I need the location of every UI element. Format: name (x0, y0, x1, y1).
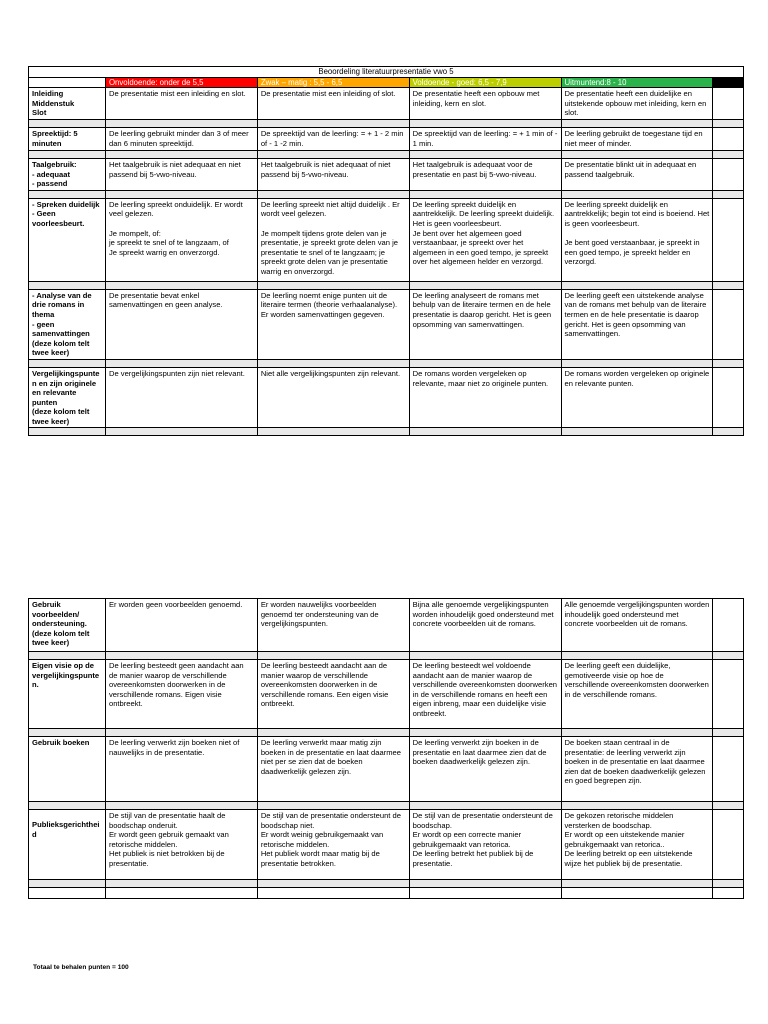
rubric-cell: De leerling spreekt duidelijk en aantrekkelijk; begin tot eind is boeiend. Het is geen voorleesbeurt. Je bent goed verstaanbaar, je spreekt in een goed tempo, je spreekt helder en verzorgd. (561, 198, 713, 281)
rubric-cell: De presentatie mist een inleiding of slot. (257, 88, 409, 120)
rubric-cell: Het taalgebruik is niet adequaat of niet passend bij 5-vwo-niveau. (257, 158, 409, 190)
criterion-label: - Spreken duidelijk - Geen voorleesbeurt. (29, 198, 106, 281)
table-row (29, 660, 744, 729)
table-row (29, 88, 744, 120)
rubric-cell: Er worden geen voorbeelden genoemd. (105, 599, 257, 652)
rubric-cell: De romans worden vergeleken op relevante, maar niet zo originele punten. (409, 367, 561, 428)
rubric-cell: De leerling gebruikt de toegestane tijd en niet meer of minder. (561, 127, 713, 150)
criterion-label: Taalgebruik: - adequaat - passend (29, 158, 106, 190)
level-voldoende-goed: Voldoende - goed: 6,5 - 7,9 (409, 77, 561, 88)
rubric-cell: De leerling spreekt duidelijk en aantrekkelijk. De leerling spreekt duidelijk. Het is geen voorleesbeurt. Je bent over het algemeen goed verstaanbaar, je spreekt over het algemeen in een goed tempo, je spreekt over het algemeen helder en verzorgd. (409, 198, 561, 281)
criterion-label: Spreektijd: 5 minuten (29, 127, 106, 150)
rubric-cell: De leerling verwerkt maar matig zijn boeken in de presentatie en laat daarmee niet per se zien dat de boeken daadwerkelijk gelezen zijn. (257, 737, 409, 802)
table-row (29, 198, 744, 281)
table-row (29, 888, 744, 899)
score-cell (713, 127, 744, 150)
level-uitmuntend: Uitmuntend:8 - 10 (561, 77, 713, 88)
level-onvoldoende: Onvoldoende: onder de 5,5 (105, 77, 257, 88)
rubric-cell: De romans worden vergeleken op originele en relevante punten. (561, 367, 713, 428)
criterion-label: Publieksgerichtheid (29, 810, 106, 880)
score-cell (713, 599, 744, 652)
table-row (29, 367, 744, 428)
rubric-cell: De leerling verwerkt zijn boeken in de presentatie en laat daarmee zien dat de boeken daadwerkelijk gelezen zijn. (409, 737, 561, 802)
rubric-cell: De stijl van de presentatie ondersteunt de boodschap niet. Er wordt weinig gebruikgemaakt van retorische middelen. Het publiek wordt maar matig bij de presentatie betrokken. (257, 810, 409, 880)
rubric-cell: De spreektijd van de leerling: = + 1 - 2 min of - 1 -2 min. (257, 127, 409, 150)
rubric-cell: De boeken staan centraal in de presentatie: de leerling verwerkt zijn boeken in de presentatie en laat daarmee zien dat de boeken daadwerkelijk gelezen en goed begrepen zijn. (561, 737, 713, 802)
score-cell (713, 660, 744, 729)
rubric-cell: De stijl van de presentatie ondersteunt de boodschap. Er wordt op een correcte manier gebruikgemaakt van retorica. De leerling betrekt het publiek bij de presentatie. (409, 810, 561, 880)
rubric-table-2 (28, 598, 744, 899)
table-row (29, 289, 744, 359)
criterion-label: Gebruik boeken (29, 737, 106, 802)
score-cell (713, 810, 744, 880)
rubric-cell: De gekozen retorische middelen versterken de boodschap. Er wordt op een uitstekende manier gebruikgemaakt van retorica.. De leerling betrekt op een uitstekende wijze het publiek bij de presentatie. (561, 810, 713, 880)
score-cell (713, 737, 744, 802)
header-score-cell (713, 77, 744, 88)
rubric-title: Beoordeling literatuurpresentatie vwo 5 (29, 67, 744, 78)
table-row (29, 810, 744, 880)
rubric-cell: Het taalgebruik is niet adequaat en niet passend bij 5-vwo-niveau. (105, 158, 257, 190)
score-cell (713, 88, 744, 120)
rubric-table-1 (28, 66, 744, 436)
rubric-cell: De vergelijkingspunten zijn niet relevant. (105, 367, 257, 428)
table-row (29, 737, 744, 802)
rubric-cell: De presentatie mist een inleiding en slot. (105, 88, 257, 120)
total-points-note: Totaal te behalen punten = 100 (33, 964, 129, 971)
rubric-cell: De leerling besteedt wel voldoende aandacht aan de manier waarop de verschillende overeenkomsten doorwerken in de verschillende romans en heeft een eigen inbreng, maar een duidelijke visie ontbreekt. (409, 660, 561, 729)
rubric-cell: De leerling analyseert de romans met behulp van de literaire termen en de hele presentatie is daarop gericht. Het is geen opsomming van samenvattingen. (409, 289, 561, 359)
score-cell (713, 289, 744, 359)
rubric-cell: Het taalgebruik is adequaat voor de presentatie en past bij 5-vwo-niveau. (409, 158, 561, 190)
rubric-cell: De presentatie heeft een opbouw met inleiding, kern en slot. (409, 88, 561, 120)
rubric-cell: De leerling geeft een uitstekende analyse van de romans met behulp van de literaire termen en de hele presentatie is daarop gericht. Het is geen opsomming van samenvattingen. (561, 289, 713, 359)
rubric-cell: De stijl van de presentatie haalt de boodschap onderuit. Er wordt geen gebruik gemaakt van retorische middelen. Het publiek is niet betrokken bij de presentatie. (105, 810, 257, 880)
score-cell (713, 367, 744, 428)
rubric-cell: De leerling spreekt onduidelijk. Er wordt veel gelezen. Je mompelt, of: je spreekt te snel of te langzaam, of Je spreekt warrig en onverzorgd. (105, 198, 257, 281)
table-row (29, 158, 744, 190)
table-row (29, 599, 744, 652)
level-zwak-matig: Zwak – matig : 5,5 - 6,5 (257, 77, 409, 88)
rubric-cell: De spreektijd van de leerling: = + 1 min of - 1 min. (409, 127, 561, 150)
rubric-cell: Niet alle vergelijkingspunten zijn relevant. (257, 367, 409, 428)
criterion-label: - Analyse van de drie romans in thema - geen samenvattingen (deze kolom telt twee keer) (29, 289, 106, 359)
criterion-label: Gebruik voorbeelden/ ondersteuning. (deze kolom telt twee keer) (29, 599, 106, 652)
score-cell (713, 158, 744, 190)
rubric-cell: De leerling gebruikt minder dan 3 of meer dan 6 minuten spreektijd. (105, 127, 257, 150)
score-cell (713, 198, 744, 281)
rubric-cell: De leerling geeft een duidelijke, gemotiveerde visie op hoe de verschillende overeenkomsten doorwerken in de verschillende romans. (561, 660, 713, 729)
criterion-label: Vergelijkingspunten en zijn originele en relevante punten (deze kolom telt twee keer) (29, 367, 106, 428)
rubric-cell: De leerling spreekt niet altijd duidelijk . Er wordt veel gelezen. Je mompelt tijdens grote delen van je presentatie, je spreekt grote delen van je presentatie te snel of te langzaam; je spreekt grote delen van je presentatie warrig en onverzorgd. (257, 198, 409, 281)
header-criterion-cell (29, 77, 106, 88)
rubric-cell: De presentatie heeft een duidelijke en uitstekende opbouw met inleiding, kern en slot. (561, 88, 713, 120)
rubric-cell: Bijna alle genoemde vergelijkingspunten worden inhoudelijk goed ondersteund met concrete voorbeelden uit de romans. (409, 599, 561, 652)
rubric-cell: Alle genoemde vergelijkingspunten worden inhoudelijk goed ondersteund met concrete voorbeelden uit de romans. (561, 599, 713, 652)
rubric-cell: De leerling besteedt aandacht aan de manier waarop de verschillende overeenkomsten doorwerken in de verschillende romans. Een eigen visie ontbreekt. (257, 660, 409, 729)
rubric-cell: De leerling verwerkt zijn boeken niet of nauwelijks in de presentatie. (105, 737, 257, 802)
rubric-cell: De presentatie blinkt uit in adequaat en passend taalgebruik. (561, 158, 713, 190)
criterion-label: Eigen visie op de vergelijkingspunten. (29, 660, 106, 729)
rubric-cell: De leerling noemt enige punten uit de literaire termen (theorie verhaalanalyse). Er worden samenvattingen gegeven. (257, 289, 409, 359)
rubric-cell: De leerling besteedt geen aandacht aan de manier waarop de verschillende overeenkomsten doorwerken in de verschillende romans. Eigen visie ontbreekt. (105, 660, 257, 729)
table-row (29, 127, 744, 150)
rubric-cell: De presentatie bevat enkel samenvattingen en geen analyse. (105, 289, 257, 359)
rubric-cell: Er worden nauwelijks voorbeelden genoemd ter ondersteuning van de vergelijkingspunten. (257, 599, 409, 652)
criterion-label: Inleiding Middenstuk Slot (29, 88, 106, 120)
